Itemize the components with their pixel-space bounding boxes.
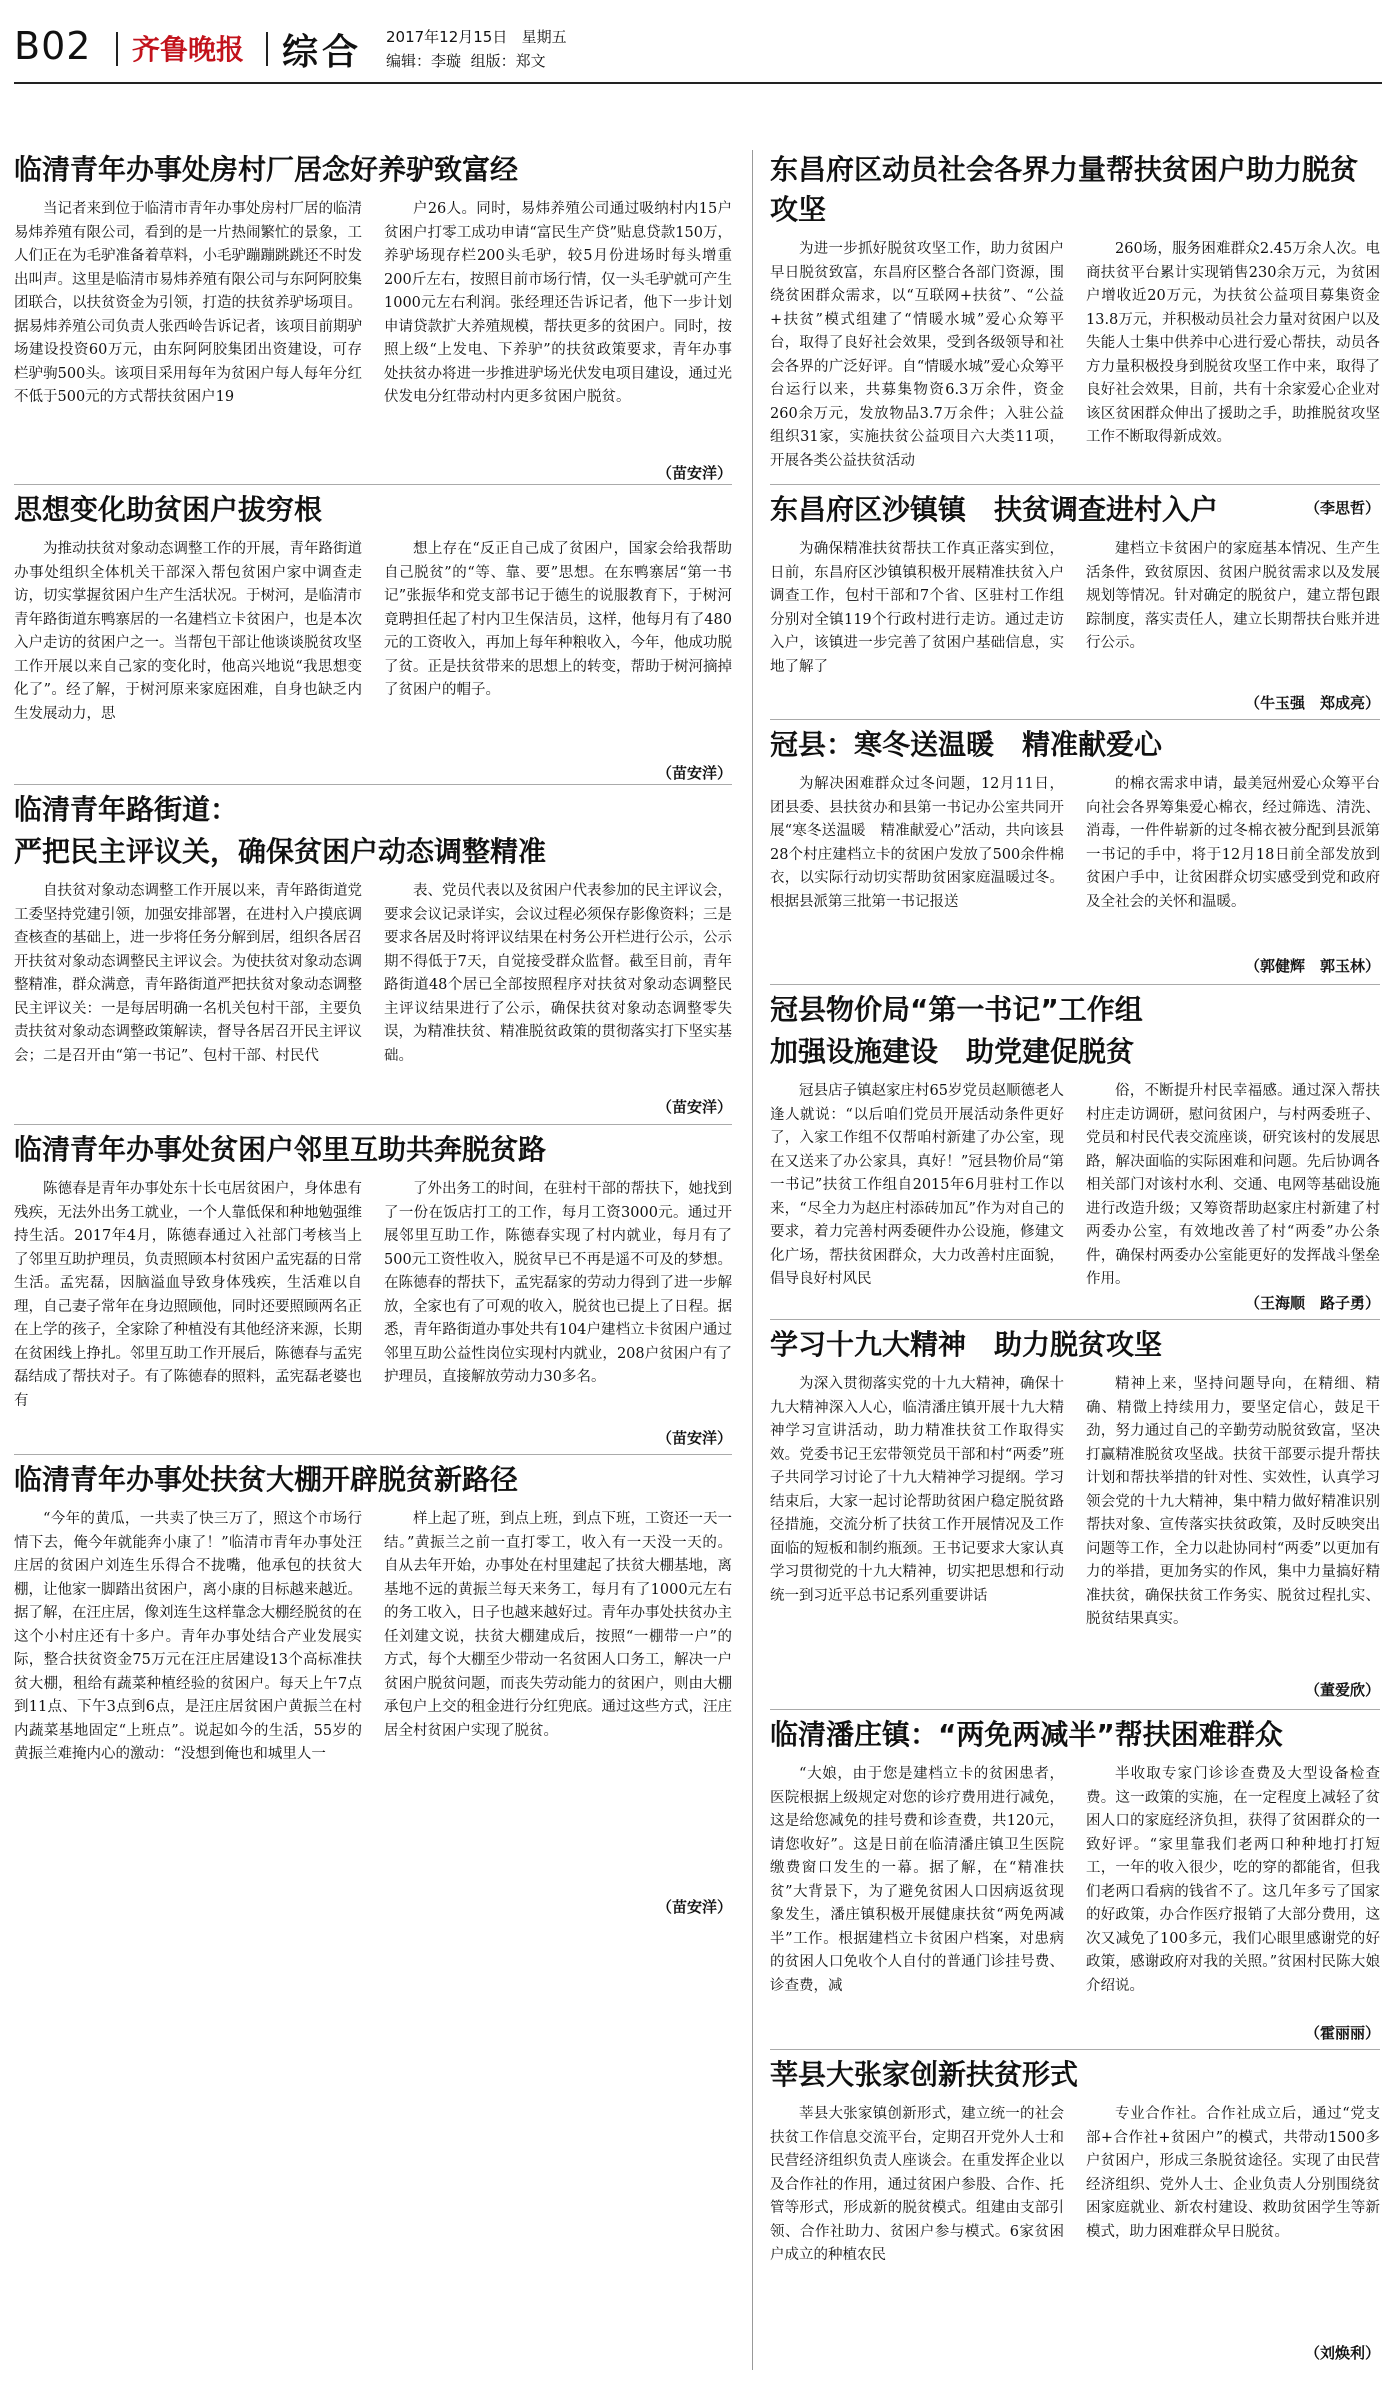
article-title: 莘县大张家创新扶贫形式 xyxy=(770,2058,1079,2091)
article-byline: （霍丽丽） xyxy=(1304,2024,1380,2042)
article-byline: （苗安洋） xyxy=(656,1098,732,1116)
article-byline: （王海顺 路子勇） xyxy=(1244,1294,1380,1312)
article-title: 冠县：寒冬送温暖 精准献爱心 xyxy=(770,728,1163,761)
article-body xyxy=(770,538,1380,688)
article-body xyxy=(14,1178,732,1423)
article-separator xyxy=(14,484,732,485)
article-title: 临清青年路街道： xyxy=(14,793,239,826)
section-name: 综合 xyxy=(282,32,363,73)
article-title: 东昌府区动员社会各界力量帮扶贫困户助力脱贫攻坚 xyxy=(770,153,1359,226)
article-text: 冠县店子镇赵家庄村65岁党员赵顺德老人逢人就说：“以后咱们党员开展活动条件更好了，入家工作组不仅帮咱村新建了办公室，现在又送来了办公家具，真好！”冠县物价局“第一书记”扶贫工作组自2015年6月驻村工作以来，“尽全力为赵庄村添砖加瓦”作为对自己的要求，着力完善村两委硬件办公设施，修建文化广场，帮扶贫困群众，大力改善村庄面貌，倡导良好村风民 xyxy=(770,1083,1064,1287)
article-text: 的棉衣需求申请，最美冠州爱心众筹平台向社会各界筹集爱心棉衣，经过筛选、清洗、消毒，一件件崭新的过冬棉衣被分配到县派第一书记的手中，将于12月18日前全部发放到贫困户手中，让贫困群众切实感受到党和政府及全社会的关怀和温暖。 xyxy=(1086,776,1380,910)
editor: 编辑：李璇 xyxy=(386,52,462,70)
article-text: 为解决困难群众过冬问题，12月11日，团县委、县扶贫办和县第一书记办公室共同开展“寒冬送温暖 精准献爱心”活动，共向该县28个村庄建档立卡的贫困户发放了500余件棉衣，以实际行动切实帮助贫困家庭温暖过冬。根据县派第三批第一书记报送 xyxy=(770,776,1064,910)
article-body xyxy=(770,773,1380,951)
article-title: 临清青年办事处扶贫大棚开辟脱贫新路径 xyxy=(14,1463,519,1496)
issue-date: 2017年12月15日 xyxy=(386,28,508,46)
article-byline: （苗安洋） xyxy=(656,464,732,482)
masthead xyxy=(14,18,1382,78)
article-title: 思想变化助贫困户拔穷根 xyxy=(14,493,323,526)
article-body xyxy=(14,880,732,1092)
article xyxy=(770,1715,1380,2045)
article-text: 专业合作社。合作社成立后，通过“党支部+合作社+贫困户”的模式，共带动1500多户贫困户，形成三条脱贫途径。实现了由民营经济组织、党外人士、企业负责人分别围绕贫困家庭就业、新农村建设、救助贫困学生等新模式，助力困难群众早日脱贫。 xyxy=(1086,2106,1380,2240)
column-rule xyxy=(752,150,753,2370)
article xyxy=(770,725,1380,980)
article xyxy=(770,2055,1380,2375)
article-byline: （董爱欣） xyxy=(1304,1681,1380,1699)
article-body xyxy=(14,198,732,458)
article-separator xyxy=(770,719,1380,720)
article-text: 了外出务工的时间，在驻村干部的帮扶下，她找到了一份在饭店打工的工作，每月工资3000元。通过开展邻里互助工作，陈德春实现了村内就业，每月有了500元工资性收入，脱贫早已不再是遥不可及的梦想。在陈德春的帮扶下，孟宪磊家的劳动力得到了进一步解放，全家也有了可观的收入，脱贫也已提上了日程。据悉，青年路街道办事处共有104户建档立卡贫困户通过邻里互助公益性岗位实现村内就业，208户贫困户有了护理员，直接解放劳动力30多名。 xyxy=(384,1181,732,1385)
article-body xyxy=(770,238,1380,493)
article-body xyxy=(14,538,732,758)
article-title: 学习十九大精神 助力脱贫攻坚 xyxy=(770,1328,1163,1361)
article-separator xyxy=(770,1709,1380,1710)
article-title: 临清青年办事处贫困户邻里互助共奔脱贫路 xyxy=(14,1133,547,1166)
article-text: 为进一步抓好脱贫攻坚工作，助力贫困户早日脱贫致富，东昌府区整合各部门资源，围绕贫困群众需求，以“互联网+扶贫”、“公益+扶贫”模式组建了“情暖水城”爱心众筹平台，取得了良好社会效果，受到各级领导和社会各界的广泛好评。自“情暖水城”爱心众筹平台运行以来，共募集物资6.3万余件，资金260余万元，发放物品3.7万余件；入驻公益组织31家，实施扶贫公益项目六大类11项，开展各类公益扶贫活动 xyxy=(770,241,1064,469)
article-byline: （苗安洋） xyxy=(656,764,732,782)
article-separator xyxy=(770,1319,1380,1320)
article-separator xyxy=(770,2049,1380,2050)
designer: 组版：郑文 xyxy=(470,52,546,70)
article xyxy=(14,1130,732,1450)
article-title: 东昌府区沙镇镇 扶贫调查进村入户 xyxy=(770,493,1219,526)
article-text: 想上存在“反正自己成了贫困户，国家会给我帮助自己脱贫”的“等、靠、要”思想。在东鸭寨居“第一书记”张振华和党支部书记于德生的说服教育下，于树河竟聘担任起了村内卫生保洁员，这样，他每月有了480元的工资收入，再加上每年种粮收入，今年，他成功脱了贫。正是扶贫带来的思想上的转变，帮助于树河摘掉了贫困户的帽子。 xyxy=(384,541,732,698)
article-body xyxy=(770,1763,1380,2018)
article-separator xyxy=(770,484,1380,485)
article-text: “今年的黄瓜，一共卖了快三万了，照这个市场行情下去，俺今年就能奔小康了！”临清市青年办事处汪庄居的贫困户刘连生乐得合不拢嘴，他承包的扶贫大棚，让他家一脚踏出贫困户，离小康的目标越来越近。据了解，在汪庄居，像刘连生这样靠念大棚经脱贫的在这个小村庄还有十多户。青年办事处结合产业发展实际，整合扶贫资金75万元在汪庄居建设13个高标准扶贫大棚，租给有蔬菜种植经验的贫困户。每天上午7点到11点、下午3点到6点，是汪庄居贫困户黄振兰在村内蔬菜基地固定“上班点”。说起如今的生活，55岁的黄振兰难掩内心的激动：“没想到俺也和城里人一 xyxy=(14,1511,362,1762)
article-text: 当记者来到位于临清市青年办事处房村厂居的临清易炜养殖有限公司，看到的是一片热闹繁忙的景象，工人们正在为毛驴准备着草料，小毛驴蹦蹦跳跳还不时发出叫声。这里是临清市易炜养殖有限公司与东阿阿胶集团联合，以扶贫资金为引领，打造的扶贫养驴场项目。据易炜养殖公司负责人张西岭告诉记者，该项目前期驴场建设投资60万元，由东阿阿胶集团出资建设，可存栏驴驹500头。该项目采用每年为贫困户每人每年分红不低于500元的方式帮扶贫困户19 xyxy=(14,201,362,405)
article-text: 建档立卡贫困户的家庭基本情况、生产生活条件，致贫原因、贫困户脱贫需求以及发展规划等情况。针对确定的脱贫户，建立帮包跟踪制度，落实责任人，建立长期帮扶台账并进行公示。 xyxy=(1086,541,1380,651)
credits-line xyxy=(386,50,546,71)
article xyxy=(770,990,1380,1315)
article xyxy=(770,490,1380,715)
article-text: 为确保精准扶贫帮扶工作真正落实到位，日前，东昌府区沙镇镇积极开展精准扶贫入户调查工作，包村干部和7个省、区驻村工作组分别对全镇119个行政村进行走访。通过走访入户，该镇进一步完善了贫困户基础信息，实地了解了 xyxy=(770,541,1064,675)
article xyxy=(14,150,732,480)
article-byline: （郭健辉 郭玉林） xyxy=(1244,957,1380,975)
article xyxy=(14,790,732,1120)
page-number: B02 xyxy=(14,24,92,68)
article xyxy=(770,1325,1380,1705)
article-separator xyxy=(770,984,1380,985)
date-line xyxy=(386,26,567,47)
article-separator xyxy=(14,784,732,785)
article-text: 为推动扶贫对象动态调整工作的开展，青年路街道办事处组织全体机关干部深入帮包贫困户家中调查走访，切实掌握贫困户生产生活状况。于树河，是临清市青年路街道东鸭寨居的一名建档立卡贫困户，也是本次入户走访的贫困户之一。当帮包干部让他谈谈脱贫攻坚工作开展以来自己家的变化时，他高兴地说“我思想变化了”。经了解，于树河原来家庭困难，自身也缺乏内生发展动力，思 xyxy=(14,541,362,722)
article-byline: （刘焕利） xyxy=(1304,2344,1380,2362)
article-text: 半收取专家门诊诊查费及大型设备检查费。这一政策的实施，在一定程度上减轻了贫困人口的家庭经济负担，获得了贫困群众的一致好评。“家里靠我们老两口种种地打打短工，一年的收入很少，吃的穿的都能省，但我们老两口看病的钱省不了。这几年多亏了国家的好政策，办合作医疗报销了大部分费用，这次又减免了100多元，我们心眼里感谢党的好政策，感谢政府对我的关照。”贫困村民陈大娘介绍说。 xyxy=(1086,1766,1380,1994)
masthead-divider xyxy=(116,32,118,66)
article xyxy=(14,490,732,780)
paper-name: 齐鲁晚报 xyxy=(132,33,245,66)
article-text: 自扶贫对象动态调整工作开展以来，青年路街道党工委坚持党建引领，加强安排部署，在进村入户摸底调查核查的基础上，进一步将任务分解到居，组织各居召开扶贫对象动态调整民主评议会。为使扶贫对象动态调整精准，群众满意，青年路街道严把扶贫对象动态调整民主评议关：一是每居明确一名机关包村干部，主要负责扶贫对象动态调整政策解读，督导各居召开民主评议会；二是召开由“第一书记”、包村干部、村民代 xyxy=(14,883,362,1064)
article-text: 莘县大张家镇创新形式，建立统一的社会扶贫工作信息交流平台，定期召开党外人士和民营经济组织负责人座谈会。在重发挥企业以及合作社的作用，通过贫困户参股、合作、托管等形式，形成新的脱贫模式。组建由支部引领、合作社助力、贫困户参与模式。6家贫困户成立的种植农民 xyxy=(770,2106,1064,2263)
article-byline: （苗安洋） xyxy=(656,1429,732,1447)
article-text: 俗，不断提升村民幸福感。通过深入帮扶村庄走访调研，慰问贫困户，与村两委班子、党员和村民代表交流座谈，研究该村的发展思路，解决面临的实际困难和问题。先后协调各相关部门对该村水利、交通、电网等基础设施进行改造升级；又筹资帮助赵家庄村新建了村两委办公室，有效地改善了村“两委”办公条件，确保村两委办公室能更好的发挥战斗堡垒作用。 xyxy=(1086,1083,1380,1287)
article-body xyxy=(14,1508,732,1892)
article-separator xyxy=(14,1454,732,1455)
masthead-rule xyxy=(14,82,1382,84)
weekday: 星期五 xyxy=(521,28,567,46)
article-subtitle: 严把民主评议关，确保贫困户动态调整精准 xyxy=(14,835,547,868)
article-text: 样上起了班，到点上班，到点下班，工资还一天一结。”黄振兰之前一直打零工，收入有一天没一天的。自从去年开始，办事处在村里建起了扶贫大棚基地，离基地不远的黄振兰每天来务工，每月有了1000元左右的务工收入，日子也越来越好过。青年办事处扶贫办主任刘建文说，扶贫大棚建成后，按照“一棚带一户”的方式，每个大棚至少带动一名贫困人口务工，解决一户贫困户脱贫问题，而丧失劳动能力的贫困户，则由大棚承包户上交的租金进行分红兜底。通过这些方式，汪庄居全村贫困户实现了脱贫。 xyxy=(384,1511,732,1739)
article-text: 为深入贯彻落实党的十九大精神，确保十九大精神深入人心，临清潘庄镇开展十九大精神学习宣讲活动，助力精准扶贫工作取得实效。党委书记王宏带领党员干部和村“两委”班子共同学习讨论了十九大精神学习提纲。学习结束后，大家一起讨论帮助贫困户稳定脱贫路径措施，交流分析了扶贫工作开展情况及工作面临的短板和制约瓶颈。王书记要求大家认真学习贯彻党的十九大精神，切实把思想和行动统一到习近平总书记系列重要讲话 xyxy=(770,1376,1064,1604)
article-text: 陈德春是青年办事处东十长屯居贫困户，身体患有残疾，无法外出务工就业，一个人靠低保和种地勉强维持生活。2017年4月，陈德春通过入社部门考核当上了邻里互助护理员，负责照顾本村贫困户孟宪磊的日常生活。孟宪磊，因脑溢血导致身体残疾，生活难以自理，自己妻子常年在身边照顾他，同时还要照顾两名正在上学的孩子，全家除了种植没有其他经济来源，长期在贫困线上挣扎。邻里互助工作开展后，陈德春与孟宪磊结成了帮扶对子。有了陈德春的照料，孟宪磊老婆也有 xyxy=(14,1181,362,1409)
article-text: 户26人。同时，易炜养殖公司通过吸纳村内15户贫困户打零工成功申请“富民生产贷”贴息贷款150万，养驴场现存栏200头毛驴，较5月份进场时每头增重200斤左右，按照目前市场行情，仅一头毛驴就可产生1000元左右利润。张经理还告诉记者，他下一步计划申请贷款扩大养殖规模，帮扶更多的贫困户。同时，按照上级“上发电、下养驴”的扶贫政策要求，青年办事处扶贫办将进一步推进驴场光伏发电项目建设，通过光伏发电分红带动村内更多贫困户脱贫。 xyxy=(384,201,732,405)
article xyxy=(14,1460,732,1920)
masthead-divider xyxy=(266,32,268,66)
article-body xyxy=(770,2103,1380,2338)
article-text: 260场，服务困难群众2.45万余人次。电商扶贫平台累计实现销售230余万元，为贫困户增收近20万元，为扶贫公益项目募集资金13.8万元，并积极动员社会力量对贫困户以及失能人士集中供养中心进行爱心帮扶，动员各方力量积极投身到脱贫攻坚工作中来，取得了良好社会效果，目前，共有十余家爱心企业对该区贫困群众伸出了援助之手，助推脱贫攻坚工作不断取得新成效。 xyxy=(1086,241,1380,445)
article-text: “大娘，由于您是建档立卡的贫困患者，医院根据上级规定对您的诊疗费用进行减免，这是给您减免的挂号费和诊查费，共120元，请您收好”。这是日前在临清潘庄镇卫生医院缴费窗口发生的一幕。据了解，在“精准扶贫”大背景下，为了避免贫困人口因病返贫现象发生，潘庄镇积极开展健康扶贫“两免两减半”工作。根据建档立卡贫困户档案，对患病的贫困人口免收个人自付的普通门诊挂号费、诊查费，减 xyxy=(770,1766,1064,1994)
article-title: 临清潘庄镇：“两免两减半”帮扶困难群众 xyxy=(770,1718,1283,1751)
article-byline: （李思哲） xyxy=(1304,499,1380,517)
article-subtitle: 加强设施建设 助党建促脱贫 xyxy=(770,1035,1135,1068)
article-text: 表、党员代表以及贫困户代表参加的民主评议会，要求会议记录详实，会议过程必须保存影像资料；三是要求各居及时将评议结果在村务公开栏进行公示，公示期不得低于7天，自觉接受群众监督。截至目前，青年路街道48个居已全部按照程序对扶贫对象动态调整民主评议结果进行了公示，确保扶贫对象动态调整零失误，为精准扶贫、精准脱贫政策的贯彻落实打下坚实基础。 xyxy=(384,883,732,1064)
article-byline: （牛玉强 郑成亮） xyxy=(1244,694,1380,712)
article-byline: （苗安洋） xyxy=(656,1898,732,1916)
article-title: 冠县物价局“第一书记”工作组 xyxy=(770,993,1143,1026)
article-body xyxy=(770,1080,1380,1288)
article-body xyxy=(770,1373,1380,1675)
article-title: 临清青年办事处房村厂居念好养驴致富经 xyxy=(14,153,519,186)
article-text: 精神上来，坚持问题导向，在精细、精确、精微上持续用力，要坚定信心，鼓足干劲，努力通过自己的辛勤劳动脱贫致富，坚决打赢精准脱贫攻坚战。扶贫干部要示提升帮扶计划和帮扶举措的针对性、实效性，认真学习领会党的十九大精神，集中精力做好精准识别帮扶对象、宣传落实扶贫政策，及时反映突出问题等工作，全力以赴协同村“两委”以更加有力的举措，更加务实的作风，集中力量搞好精准扶贫，确保扶贫工作务实、脱贫过程扎实、脱贫结果真实。 xyxy=(1086,1376,1380,1627)
article-separator xyxy=(14,1124,732,1125)
